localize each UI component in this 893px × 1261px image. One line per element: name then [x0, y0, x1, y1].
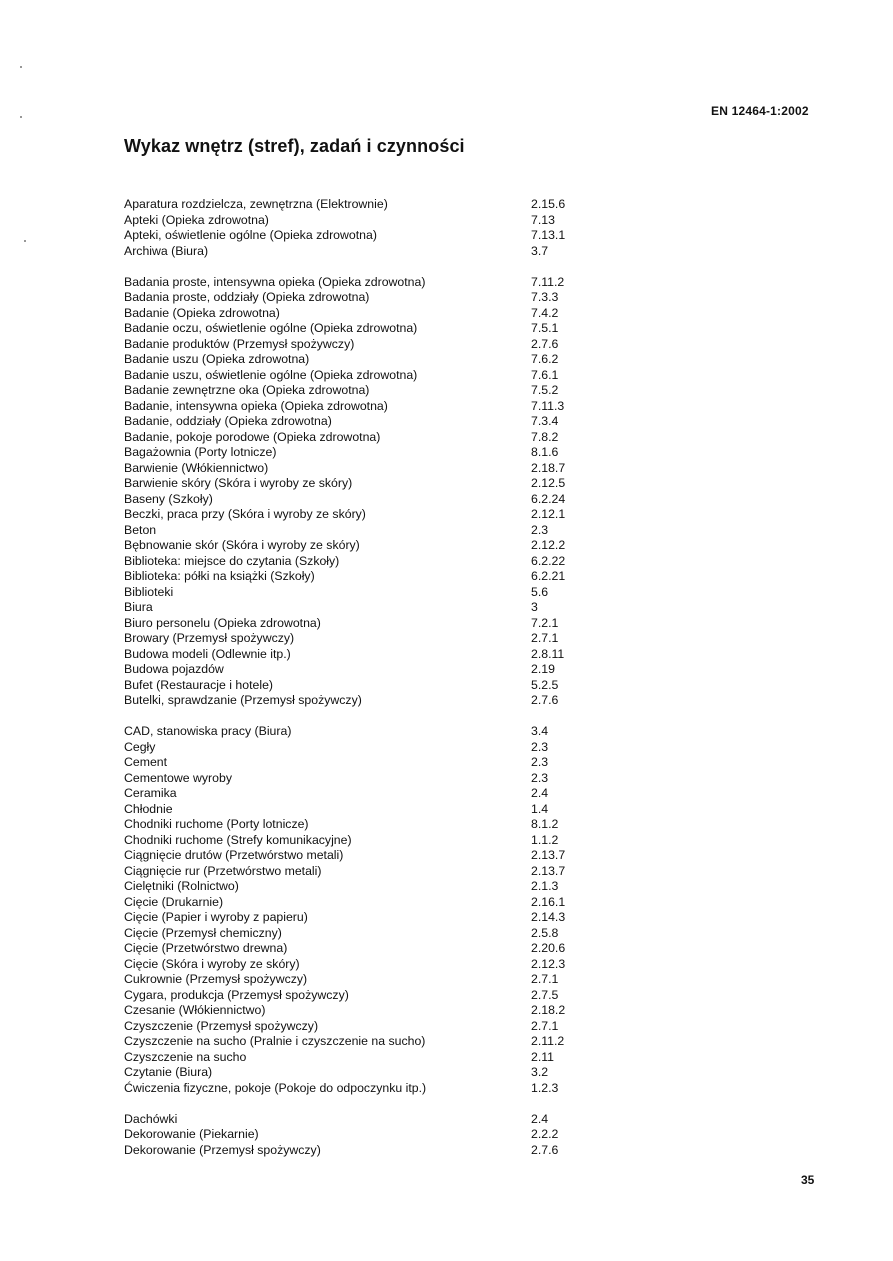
entry-label: Badanie oczu, oświetlenie ogólne (Opieka zdrowotna): [124, 321, 418, 335]
entry-code: 2.13.7: [531, 848, 566, 862]
index-entry: [124, 1143, 584, 1159]
index-entry: [124, 724, 584, 740]
entry-label: Badania proste, oddziały (Opieka zdrowotna): [124, 290, 370, 304]
entry-code: 2.12.2: [531, 538, 566, 552]
entry-code: 2.12.1: [531, 507, 566, 521]
entry-code: 1.1.2: [531, 832, 559, 847]
entry-label: Cement: [124, 755, 168, 769]
entry-label: Dachówki: [124, 1111, 178, 1126]
index-entry: [124, 1127, 584, 1143]
entry-label: Bębnowanie skór (Skóra i wyroby ze skóry): [124, 538, 360, 552]
index-entry: [124, 461, 584, 477]
entry-code: 7.11.2: [531, 274, 565, 289]
entry-code: 2.7.6: [531, 693, 559, 707]
page-title: Wykaz wnętrz (stref), zadań i czynności: [124, 136, 465, 156]
entry-code: 2.7.1: [531, 1018, 559, 1033]
entry-code: 2.18.2: [531, 1003, 566, 1017]
index-entry: [124, 445, 584, 461]
entry-code: 6.2.21: [531, 569, 566, 583]
entry-code: 7.5.2: [531, 383, 559, 397]
scan-speck: [20, 66, 22, 68]
index-entry: [124, 693, 584, 709]
index-entry: [124, 879, 584, 895]
entry-code: 2.7.1: [531, 972, 559, 986]
index-entry: [124, 662, 584, 678]
entry-group: [124, 197, 584, 259]
index-entry: [124, 678, 584, 694]
entry-group: [124, 724, 584, 1096]
entry-label: Chodniki ruchome (Porty lotnicze): [124, 817, 309, 831]
entry-code: 3.7: [531, 243, 549, 258]
entry-label: Budowa modeli (Odlewnie itp.): [124, 646, 291, 661]
entry-label: Ceramika: [124, 786, 177, 800]
entry-code: 2.20.6: [531, 941, 566, 955]
entry-label: Ćwiczenia fizyczne, pokoje (Pokoje do odpoczynku itp.): [124, 1080, 427, 1095]
entry-code: 2.15.6: [531, 197, 566, 211]
entry-code: 7.3.3: [531, 290, 559, 304]
entry-code: 2.3: [531, 755, 549, 769]
entry-code: 2.19: [531, 662, 555, 676]
entry-label: Badanie uszu, oświetlenie ogólne (Opieka zdrowotna): [124, 367, 418, 382]
index-entry: [124, 988, 584, 1004]
entry-label: Cięcie (Drukarnie): [124, 894, 224, 909]
entry-code: 2.3: [531, 522, 549, 537]
index-entry: [124, 864, 584, 880]
entry-code: 8.1.2: [531, 817, 559, 831]
entry-code: 7.8.2: [531, 429, 559, 444]
index-entry: [124, 786, 584, 802]
index-entry: [124, 507, 584, 523]
entry-code: 7.13.1: [531, 228, 566, 242]
index-entry: [124, 802, 584, 818]
entry-code: 2.12.3: [531, 956, 566, 971]
entry-label: Czyszczenie na sucho: [124, 1049, 247, 1064]
std-code-header: EN 12464-1:2002: [711, 104, 809, 118]
entry-code: 3: [531, 600, 538, 614]
index-entry: [124, 910, 584, 926]
index-entry: [124, 1050, 584, 1066]
index-entry: [124, 771, 584, 787]
entry-code: 2.3: [531, 770, 549, 785]
entry-code: 7.2.1: [531, 615, 559, 630]
entry-label: Biblioteki: [124, 584, 174, 599]
entry-label: Cięcie (Skóra i wyroby ze skóry): [124, 956, 300, 971]
index-entry: [124, 1003, 584, 1019]
index-entry: [124, 895, 584, 911]
entry-label: Bufet (Restauracje i hotele): [124, 677, 274, 692]
entry-code: 8.1.6: [531, 445, 559, 459]
entry-code: 2.1.3: [531, 879, 559, 893]
entry-label: Ciągnięcie drutów (Przetwórstwo metali): [124, 848, 344, 862]
entry-label: Cygara, produkcja (Przemysł spożywczy): [124, 987, 349, 1002]
entry-code: 2.14.3: [531, 910, 566, 924]
index-entry: [124, 368, 584, 384]
index-entry: [124, 848, 584, 864]
entry-code: 7.13: [531, 212, 555, 227]
scan-speck: [20, 116, 22, 118]
entry-label: Baseny (Szkoły): [124, 491, 213, 506]
entry-code: 7.11.3: [531, 398, 565, 413]
entry-code: 3.2: [531, 1065, 549, 1079]
index-entry: [124, 430, 584, 446]
entry-code: 2.3: [531, 739, 549, 754]
entry-label: Browary (Przemysł spożywczy): [124, 631, 295, 645]
entry-label: Cegły: [124, 739, 156, 754]
entry-label: Dekorowanie (Piekarnie): [124, 1127, 259, 1141]
entry-code: 6.2.22: [531, 553, 566, 568]
entry-label: Biura: [124, 600, 153, 614]
entry-code: 2.4: [531, 1111, 549, 1126]
entry-label: Apteki (Opieka zdrowotna): [124, 212, 269, 227]
entry-label: Badanie (Opieka zdrowotna): [124, 305, 280, 320]
entry-code: 2.4: [531, 786, 549, 800]
index-entry: [124, 569, 584, 585]
entry-label: Badanie produktów (Przemysł spożywczy): [124, 336, 355, 351]
index-entry: [124, 306, 584, 322]
entry-code: 2.7.5: [531, 987, 559, 1002]
index-entry: [124, 399, 584, 415]
index-entry: [124, 538, 584, 554]
index-entry: [124, 523, 584, 539]
entry-label: Butelki, sprawdzanie (Przemysł spożywczy): [124, 693, 362, 707]
index-entry: [124, 476, 584, 492]
entry-label: Chłodnie: [124, 801, 173, 816]
index-entry: [124, 228, 584, 244]
index-entry: [124, 290, 584, 306]
entry-code: 5.2.5: [531, 677, 559, 692]
entry-label: Cięcie (Przemysł chemiczny): [124, 925, 282, 940]
entry-code: 2.18.7: [531, 460, 566, 475]
index-entry: [124, 616, 584, 632]
index-entry: [124, 833, 584, 849]
entry-label: Barwienie skóry (Skóra i wyroby ze skóry): [124, 476, 353, 490]
index-entry: [124, 941, 584, 957]
entry-code: 2.16.1: [531, 894, 566, 909]
index-entry: [124, 492, 584, 508]
entry-label: Badanie uszu (Opieka zdrowotna): [124, 352, 310, 366]
index-entry: [124, 383, 584, 399]
entry-label: Czyszczenie (Przemysł spożywczy): [124, 1018, 319, 1033]
entry-code: 2.7.6: [531, 336, 559, 351]
entry-label: Cementowe wyroby: [124, 770, 232, 785]
entry-code: 6.2.24: [531, 491, 566, 506]
entry-code: 2.7.6: [531, 1142, 559, 1157]
entry-label: Czyszczenie na sucho (Pralnie i czyszczenie na sucho): [124, 1034, 426, 1048]
index-entry: [124, 414, 584, 430]
entry-label: Cukrownie (Przemysł spożywczy): [124, 972, 308, 986]
entry-code: 2.11.2: [531, 1034, 565, 1048]
entry-code: 7.5.1: [531, 321, 559, 335]
entry-label: Beton: [124, 522, 157, 537]
entry-label: Biblioteka: miejsce do czytania (Szkoły): [124, 553, 340, 568]
entry-code: 2.13.7: [531, 863, 566, 878]
entry-label: Archiwa (Biura): [124, 243, 209, 258]
entry-code: 1.2.3: [531, 1080, 559, 1095]
index-entry: [124, 957, 584, 973]
index-entry: [124, 600, 584, 616]
entry-label: Czytanie (Biura): [124, 1065, 213, 1079]
entry-code: 2.5.8: [531, 925, 559, 940]
entry-label: Dekorowanie (Przemysł spożywczy): [124, 1142, 321, 1157]
entry-group: [124, 1112, 584, 1159]
entry-code: 2.12.5: [531, 476, 566, 490]
entry-label: Cięcie (Papier i wyroby z papieru): [124, 910, 308, 924]
index-entry: [124, 817, 584, 833]
index-entry: [124, 585, 584, 601]
entry-label: Badanie zewnętrzne oka (Opieka zdrowotna): [124, 383, 370, 397]
index-entry: [124, 1034, 584, 1050]
entry-label: Aparatura rozdzielcza, zewnętrzna (Elektrownie): [124, 197, 388, 211]
scan-speck: [24, 240, 26, 242]
entry-code: 5.6: [531, 584, 549, 599]
entry-code: 2.11: [531, 1049, 555, 1064]
entry-code: 2.2.2: [531, 1127, 559, 1141]
entry-code: 7.6.1: [531, 367, 559, 382]
entry-group: [124, 275, 584, 709]
index-entry: [124, 972, 584, 988]
entry-label: Barwienie (Włókiennictwo): [124, 460, 269, 475]
entry-label: Biuro personelu (Opieka zdrowotna): [124, 615, 321, 630]
index-entry: [124, 197, 584, 213]
entry-label: Budowa pojazdów: [124, 662, 224, 676]
index-entry: [124, 213, 584, 229]
entry-label: Beczki, praca przy (Skóra i wyroby ze skóry): [124, 507, 366, 521]
entry-code: 7.6.2: [531, 352, 559, 366]
index-entry: [124, 244, 584, 260]
index-list: [124, 197, 584, 1174]
entry-code: 1.4: [531, 801, 549, 816]
index-entry: [124, 275, 584, 291]
index-entry: [124, 647, 584, 663]
entry-label: Biblioteka: półki na książki (Szkoły): [124, 569, 315, 583]
index-entry: [124, 926, 584, 942]
page-number: 35: [801, 1173, 815, 1187]
index-entry: [124, 755, 584, 771]
entry-code: 7.4.2: [531, 305, 559, 320]
index-entry: [124, 1112, 584, 1128]
entry-code: 3.4: [531, 724, 549, 738]
entry-label: Cielętniki (Rolnictwo): [124, 879, 239, 893]
entry-label: Badanie, pokoje porodowe (Opieka zdrowotna): [124, 429, 381, 444]
entry-code: 2.8.11: [531, 646, 565, 661]
entry-label: Apteki, oświetlenie ogólne (Opieka zdrowotna): [124, 228, 377, 242]
index-entry: [124, 554, 584, 570]
index-entry: [124, 352, 584, 368]
index-entry: [124, 740, 584, 756]
index-entry: [124, 1065, 584, 1081]
entry-label: Czesanie (Włókiennictwo): [124, 1003, 266, 1017]
entry-label: CAD, stanowiska pracy (Biura): [124, 724, 292, 738]
entry-code: 7.3.4: [531, 414, 559, 428]
entry-label: Badania proste, intensywna opieka (Opieka zdrowotna): [124, 274, 426, 289]
index-entry: [124, 337, 584, 353]
entry-label: Chodniki ruchome (Strefy komunikacyjne): [124, 832, 352, 847]
entry-label: Badanie, intensywna opieka (Opieka zdrowotna): [124, 398, 388, 413]
index-entry: [124, 631, 584, 647]
index-entry: [124, 1019, 584, 1035]
entry-code: 2.7.1: [531, 631, 559, 645]
index-entry: [124, 321, 584, 337]
entry-label: Ciągnięcie rur (Przetwórstwo metali): [124, 863, 322, 878]
entry-label: Bagażownia (Porty lotnicze): [124, 445, 277, 459]
index-entry: [124, 1081, 584, 1097]
entry-label: Badanie, oddziały (Opieka zdrowotna): [124, 414, 332, 428]
entry-label: Cięcie (Przetwórstwo drewna): [124, 941, 288, 955]
